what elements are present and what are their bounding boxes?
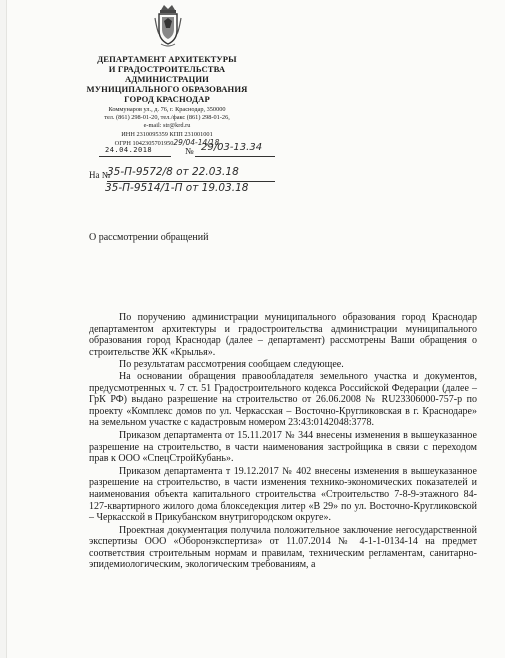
paragraph: Приказом департамента т 19.12.2017 № 402 внесены изменения в вышеуказанное разрешение на строительство, в части изменения технико-экономических показателей и наименования объекта капитального строительства «Строительство 7-8-9-этажного 84-127-квартирного жилого дома блокседекция литер «В 29» по ул. Восточно-Кругликовской – Черкасской в Прикубанском внутригородском округе». <box>89 465 477 524</box>
letterhead <box>67 54 267 148</box>
address-line: тел. (861) 298-01-20, тел./факс (861) 298-01-26, <box>104 114 230 122</box>
email-line: e-mail: str@krd.ru <box>143 122 191 130</box>
document-page <box>6 0 505 658</box>
registration-date: 24.04.2018 <box>105 146 153 154</box>
paragraph: По результатам рассмотрения сообщаем следующее. <box>119 359 344 371</box>
registration-number: 29/03-13.34 <box>201 142 263 153</box>
org-line: И ГРАДОСТРОИТЕЛЬСТВА <box>108 64 226 74</box>
paragraph: Приказом департамента от 15.11.2017 № 344 внесены изменения в вышеуказанное разрешение на строительство, в части наименования застройщика в связи с переходом прав к ООО «СпецСтройКубань». <box>89 429 477 465</box>
ogrn-line: ОГРН 104230570195029/04-14/18 <box>114 137 220 147</box>
paragraph: По поручению администрации муниципального образования город Краснодар департаментом архитектуры и градостроительства администрации муниципального образования город Краснодар (далее – департамент) рассмотрены Ваши обращения о строительстве ЖК «Крылья». <box>89 312 477 358</box>
inn-kpp-line: ИНН 2310095359 КПП 231001001 <box>121 130 213 138</box>
letter-body <box>89 312 477 571</box>
reference-number-1: 35-П-9572/8 от 22.03.18 <box>107 166 239 178</box>
coat-of-arms-icon <box>153 4 183 48</box>
reference-number-2: 35-П-9514/1-П от 19.03.18 <box>105 182 249 194</box>
org-line: ДЕПАРТАМЕНТ АРХИТЕКТУРЫ <box>97 54 237 64</box>
number-underline <box>195 156 275 157</box>
org-line: АДМИНИСТРАЦИИ <box>125 74 209 84</box>
org-line: ГОРОД КРАСНОДАР <box>124 94 210 104</box>
paragraph: На основании обращения правообладателя земельного участка и документов, предусмотренных ч. 7 ст. 51 Градостроительного кодекса Российской Федерации (далее – ГрК РФ) выдано разрешение на строительство от 26.06.2008 № RU23306000-757-р по проекту «Комплекс домов по ул. Черкасская – Восточно-Кругликовская в г. Краснодаре» на земельном участке с кадастровым номером 23:43:0142048:3778. <box>89 370 477 429</box>
reference-label: На № <box>89 170 111 180</box>
date-underline <box>99 156 171 157</box>
paragraph: Проектная документация получила положительное заключение негосударственной экспертизы ООО «Оборонэкспертиза» от 11.07.2014 № 4-1-1-0134-14 на предмет соответствия строительным нормам и правилам, техническим регламентам, санитарно-эпидемиологическим, экологическим требованиям, а <box>89 524 477 571</box>
address-line: Коммунаров ул., д. 76, г. Краснодар, 350000 <box>108 106 226 113</box>
ogrn-handwritten: 29/04-14/18 <box>173 137 220 147</box>
org-line: МУНИЦИПАЛЬНОГО ОБРАЗОВАНИЯ <box>86 84 248 94</box>
subject-line: О рассмотрении обращений <box>89 232 209 243</box>
number-label: № <box>185 146 194 156</box>
